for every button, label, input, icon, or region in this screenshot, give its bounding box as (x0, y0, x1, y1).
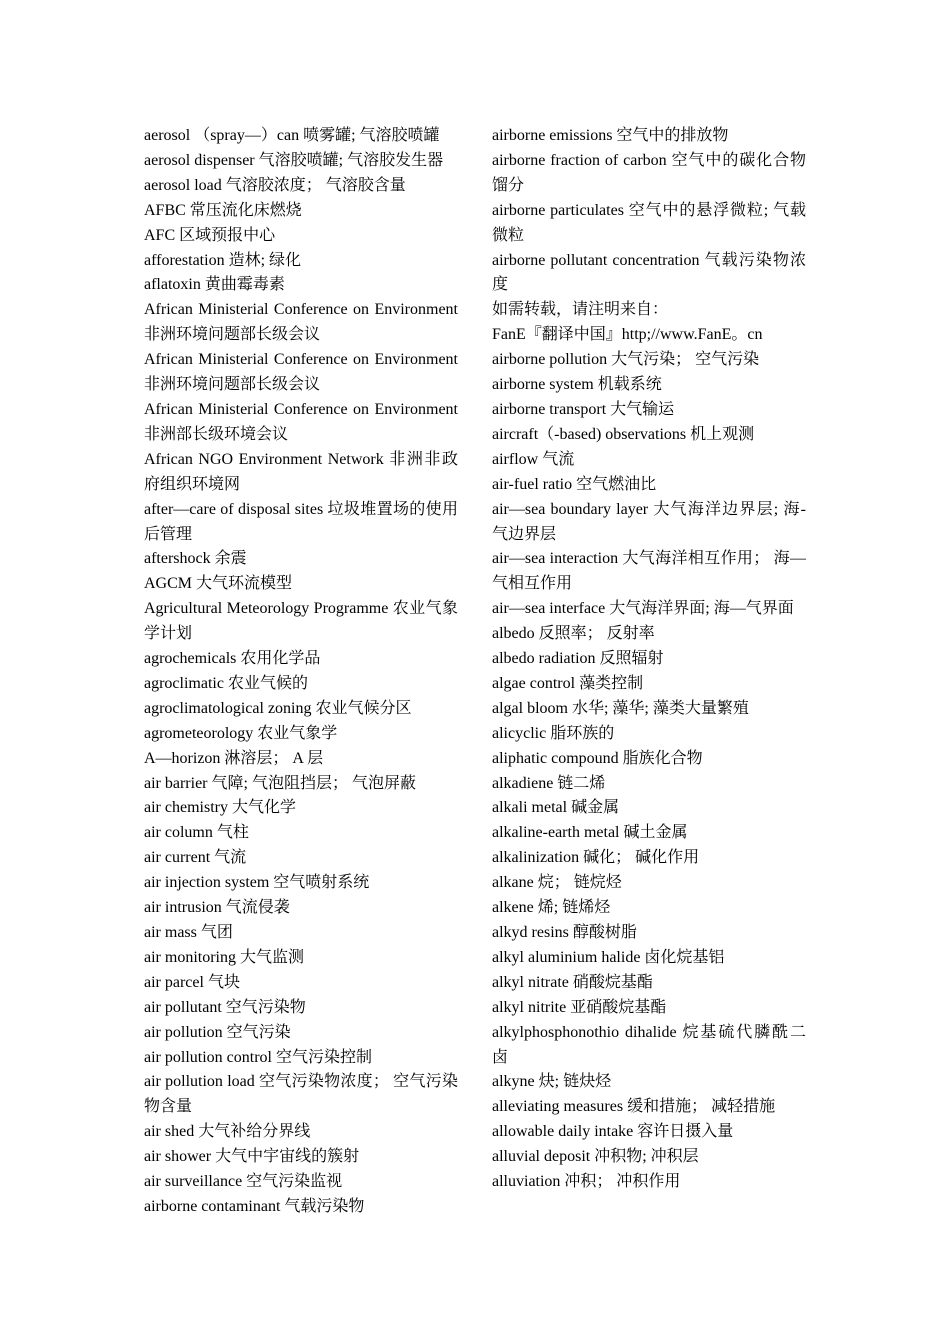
glossary-entry: agrochemicals 农用化学品 (144, 650, 321, 668)
glossary-entry: FanE『翻译中国』http;//www.FanE。cn (492, 326, 763, 344)
glossary-entry: AFC 区域预报中心 (144, 226, 276, 244)
glossary-entry: air mass 气团 (144, 924, 233, 941)
glossary-entry: alicyclic 脂环族的 (492, 724, 615, 742)
glossary-entry: after—care of disposal sites 垃圾堆置场的使用后管理 (144, 500, 458, 543)
glossary-entry: air monitoring 大气监测 (144, 948, 304, 966)
glossary-entry: albedo radiation 反照辐射 (492, 650, 664, 668)
glossary-entry: African Ministerial Conference on Environment 非洲部长级环境会议 (144, 400, 458, 443)
glossary-entry: air intrusion 气流侵袭 (144, 899, 290, 917)
glossary-entry: alkene 烯; 链烯烃 (492, 899, 611, 917)
glossary-entry: air—sea interface 大气海洋界面; 海—气界面 (492, 600, 794, 618)
glossary-entry: alleviating measures 缓和措施； 减轻措施 (492, 1098, 776, 1116)
glossary-entry: alkaline-earth metal 碱土金属 (492, 824, 688, 842)
glossary-entry: African Ministerial Conference on Environment 非洲环境问题部长级会议 (144, 351, 458, 394)
glossary-entry: agroclimatological zoning 农业气候分区 (144, 699, 412, 717)
glossary-entry: airborne pollution 大气污染； 空气污染 (492, 351, 760, 369)
glossary-entry: alluvial deposit 冲积物; 冲积层 (492, 1148, 699, 1166)
glossary-entry: air surveillance 空气污染监视 (144, 1173, 343, 1191)
glossary-entry: airborne particulates 空气中的悬浮微粒; 气载微粒 (492, 201, 806, 244)
glossary-entry: alkyl aluminium halide 卤化烷基铝 (492, 948, 725, 966)
glossary-entry: afforestation 造林; 绿化 (144, 251, 302, 269)
glossary-entry: airborne fraction of carbon 空气中的碳化合物馏分 (492, 151, 806, 194)
glossary-entry: alkyl nitrate 硝酸烷基酯 (492, 973, 653, 991)
glossary-entry: alkyd resins 醇酸树脂 (492, 924, 637, 941)
glossary-entry: alluviation 冲积； 冲积作用 (492, 1173, 681, 1191)
glossary-entry: alkane 烷； 链烷烃 (492, 874, 622, 892)
glossary-entry: airflow 气流 (492, 450, 575, 468)
glossary-entry: air pollutant 空气污染物 (144, 998, 306, 1016)
glossary-entry: AGCM 大气环流模型 (144, 575, 293, 593)
glossary-entry: air-fuel ratio 空气燃油比 (492, 475, 657, 493)
glossary-entry: air pollution control 空气污染控制 (144, 1048, 372, 1066)
glossary-entry: algae control 藻类控制 (492, 674, 644, 692)
glossary-entry: agrometeorology 农业气象学 (144, 724, 338, 742)
glossary-entry: air barrier 气障; 气泡阻挡层； 气泡屏蔽 (144, 774, 416, 792)
glossary-entry: air—sea interaction 大气海洋相互作用； 海—气相互作用 (492, 550, 806, 593)
glossary-entry: air pollution 空气污染 (144, 1023, 291, 1041)
glossary-entry: aircraft（-based) observations 机上观测 (492, 425, 755, 443)
glossary-entry: airborne contaminant 气载污染物 (144, 1197, 365, 1215)
glossary-entry: air column 气柱 (144, 824, 249, 842)
glossary-entry: air—sea boundary layer 大气海洋边界层; 海-气边界层 (492, 500, 806, 543)
glossary-entry: airborne pollutant concentration 气载污染物浓度 (492, 251, 806, 294)
glossary-entry: alkylphosphonothio dihalide 烷基硫代膦酰二卤 (492, 1023, 806, 1066)
glossary-entry: alkadiene 链二烯 (492, 774, 606, 792)
glossary-entry: aftershock 余震 (144, 550, 247, 568)
glossary-entry: AFBC 常压流化床燃烧 (144, 201, 302, 219)
glossary-entry: aerosol （spray—）can 喷雾罐; 气溶胶喷罐 (144, 127, 440, 144)
glossary-entry: airborne emissions 空气中的排放物 (492, 127, 729, 144)
glossary-entry: A—horizon 淋溶层； A 层 (144, 749, 324, 767)
glossary-entry: air parcel 气块 (144, 973, 240, 991)
glossary-entry: aerosol dispenser 气溶胶喷罐; 气溶胶发生器 (144, 151, 444, 169)
glossary-entry: 如需转载，请注明来自： (492, 301, 669, 319)
glossary-entry: air current 气流 (144, 849, 247, 867)
glossary-entry: Agricultural Meteorology Programme 农业气象学计划 (144, 600, 458, 643)
glossary-column-right (492, 124, 806, 1195)
glossary-entry: alkali metal 碱金属 (492, 799, 620, 817)
glossary-entry: air chemistry 大气化学 (144, 799, 296, 817)
glossary-entry: allowable daily intake 容许日摄入量 (492, 1123, 734, 1141)
glossary-entry: alkyl nitrite 亚硝酸烷基酯 (492, 998, 667, 1016)
glossary-entry: algal bloom 水华; 藻华; 藻类大量繁殖 (492, 699, 749, 717)
glossary-entry: aerosol load 气溶胶浓度； 气溶胶含量 (144, 176, 406, 194)
glossary-entry: albedo 反照率； 反射率 (492, 625, 655, 643)
glossary-entry: air shed 大气补给分界线 (144, 1123, 311, 1141)
glossary-entry: alkalinization 碱化； 碱化作用 (492, 849, 700, 867)
glossary-entry: alkyne 炔; 链炔烃 (492, 1073, 612, 1091)
glossary-entry: agroclimatic 农业气候的 (144, 674, 308, 692)
glossary-entry: aflatoxin 黄曲霉毒素 (144, 276, 285, 294)
glossary-entry: African NGO Environment Network 非洲非政府组织环境网 (144, 450, 458, 493)
glossary-column-left (144, 124, 458, 1220)
glossary-entry: aliphatic compound 脂族化合物 (492, 749, 703, 767)
glossary-entry: airborne system 机载系统 (492, 376, 662, 394)
glossary-entry: African Ministerial Conference on Environment 非洲环境问题部长级会议 (144, 301, 458, 344)
glossary-entry: air shower 大气中宇宙线的簇射 (144, 1148, 360, 1166)
glossary-entry: airborne transport 大气输运 (492, 400, 675, 418)
glossary-entry: air pollution load 空气污染物浓度； 空气污染物含量 (144, 1073, 458, 1116)
glossary-entry: air injection system 空气喷射系统 (144, 874, 370, 892)
